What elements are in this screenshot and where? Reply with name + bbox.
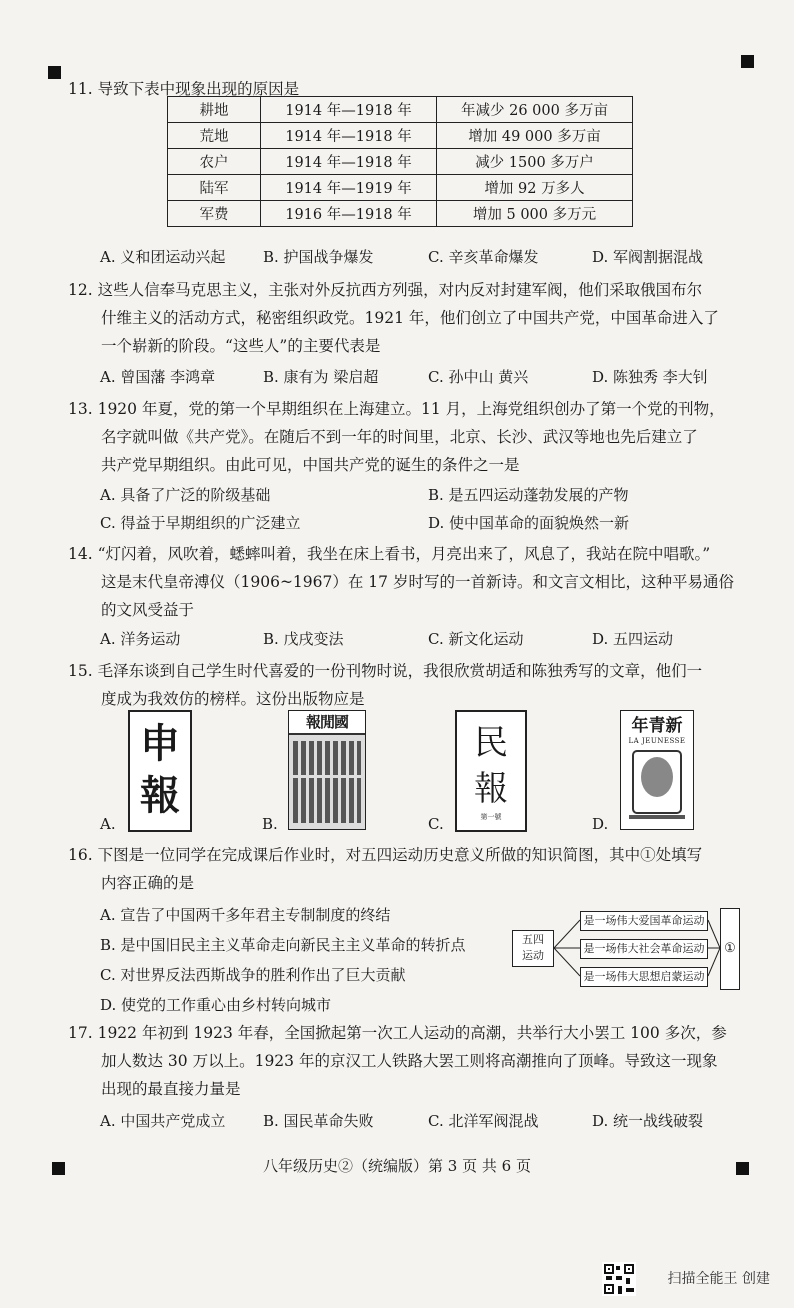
- q13-line-3: 共产党早期组织。由此可见，中国共产党的诞生的条件之一是: [101, 456, 520, 474]
- q12-option-a[interactable]: A. 曾国藩 李鸿章: [100, 368, 216, 386]
- q16-option-c[interactable]: C. 对世界反法西斯战争的胜利作出了巨大贡献: [100, 966, 406, 984]
- q15-image-guowenbao[interactable]: 報閒國: [288, 710, 366, 830]
- q14-line-2: 这是末代皇帝溥仪（1906~1967）在 17 岁时写的一首新诗。和文言文相比，这种平易通俗: [101, 573, 734, 591]
- q13-option-a[interactable]: A. 具备了广泛的阶级基础: [100, 486, 271, 504]
- diagram-root-may-fourth: 五四 运动: [512, 930, 554, 967]
- q17-line-1: 17. 1922 年初到 1923 年春，全国掀起第一次工人运动的高潮，共举行大小罢工 100 多次，参: [68, 1024, 727, 1042]
- q17-option-d[interactable]: D. 统一战线破裂: [592, 1112, 704, 1130]
- portrait-frame-icon: [621, 745, 693, 823]
- q15-image-minbao[interactable]: 民 報 第一號: [455, 710, 527, 832]
- q13-option-b[interactable]: B. 是五四运动蓬勃发展的产物: [428, 486, 629, 504]
- diagram-item-enlightenment: 是一场伟大思想启蒙运动: [580, 967, 708, 987]
- q16-option-a[interactable]: A. 宣告了中国两千多年君主专制制度的终结: [100, 906, 391, 924]
- q15-label-a[interactable]: A.: [100, 815, 116, 833]
- q14-line-3: 的文风受益于: [101, 601, 195, 619]
- q11-table: [167, 96, 633, 227]
- q17-line-2: 加人数达 30 万以上。1923 年的京汉工人铁路大罢工则将高潮推向了顶峰。导致这一现象: [101, 1052, 718, 1070]
- registration-mark-top-right: [741, 55, 754, 68]
- q12-option-b[interactable]: B. 康有为 梁启超: [263, 368, 379, 386]
- table-row: 军费 1916 年—1918 年 增加 5 000 多万元: [168, 201, 633, 227]
- q12-line-1: 12. 这些人信奉马克思主义，主张对外反抗西方列强，对内反对封建军阀，他们采取俄国布尔: [68, 281, 703, 299]
- q15-image-xinqingnian[interactable]: 年青新 LA JEUNESSE: [620, 710, 694, 830]
- registration-mark-top-left: [48, 66, 61, 79]
- q16-line-2: 内容正确的是: [101, 874, 195, 892]
- table-row: 陆军 1914 年—1919 年 增加 92 万多人: [168, 175, 633, 201]
- q12-option-c[interactable]: C. 孙中山 黄兴: [428, 368, 529, 386]
- page-footer: 八年级历史②（统编版）第 3 页 共 6 页: [263, 1157, 531, 1175]
- q15-line-1: 15. 毛泽东谈到自己学生时代喜爱的一份刊物时说，我很欣赏胡适和陈独秀写的文章，他们一: [68, 662, 703, 680]
- q12-line-3: 一个崭新的阶段。“这些人”的主要代表是: [101, 337, 381, 355]
- q14-option-a[interactable]: A. 洋务运动: [100, 630, 181, 648]
- qr-code-icon: [602, 1262, 636, 1296]
- q17-option-a[interactable]: A. 中国共产党成立: [100, 1112, 226, 1130]
- q14-line-1: 14. “灯闪着，风吹着，蟋蟀叫着，我坐在床上看书，月亮出来了，风息了，我站在院中唱歌。”: [68, 545, 711, 563]
- q16-line-1: 16. 下图是一位同学在完成课后作业时，对五四运动历史意义所做的知识简图，其中①处填写: [68, 846, 703, 864]
- newspaper-columns-icon: [289, 735, 365, 829]
- q14-option-b[interactable]: B. 戊戌变法: [263, 630, 344, 648]
- diagram-item-social: 是一场伟大社会革命运动: [580, 939, 708, 959]
- q11-option-b[interactable]: B. 护国战争爆发: [263, 248, 374, 266]
- q13-line-2: 名字就叫做《共产党》。在随后不到一年的时间里，北京、长沙、武汉等地也先后建立了: [101, 428, 698, 446]
- q11-stem: 11. 导致下表中现象出现的原因是: [68, 80, 300, 98]
- q14-option-c[interactable]: C. 新文化运动: [428, 630, 524, 648]
- q12-option-d[interactable]: D. 陈独秀 李大钊: [592, 368, 708, 386]
- table-row: 农户 1914 年—1918 年 减少 1500 多万户: [168, 149, 633, 175]
- q13-option-c[interactable]: C. 得益于早期组织的广泛建立: [100, 514, 301, 532]
- q13-option-d[interactable]: D. 使中国革命的面貌焕然一新: [428, 514, 630, 532]
- scanner-watermark: 扫描全能王 创建: [667, 1271, 770, 1287]
- diagram-blank-1: ①: [720, 908, 740, 990]
- q13-line-1: 13. 1920 年夏，党的第一个早期组织在上海建立。11 月，上海党组织创办了第一个党的刊物，: [68, 400, 725, 418]
- q16-option-d[interactable]: D. 使党的工作重心由乡村转向城市: [100, 996, 332, 1014]
- q15-label-b[interactable]: B.: [262, 815, 278, 833]
- q15-image-shenbao[interactable]: 申 報: [128, 710, 192, 832]
- q12-line-2: 什维主义的活动方式，秘密组织政党。1921 年，他们创立了中国共产党，中国革命进入了: [101, 309, 719, 327]
- q11-option-c[interactable]: C. 辛亥革命爆发: [428, 248, 539, 266]
- q15-line-2: 度成为我效仿的榜样。这份出版物应是: [101, 690, 365, 708]
- table-row: 耕地 1914 年—1918 年 年减少 26 000 多万亩: [168, 97, 633, 123]
- q16-option-b[interactable]: B. 是中国旧民主主义革命走向新民主主义革命的转折点: [100, 936, 466, 954]
- diagram-item-patriotic: 是一场伟大爱国革命运动: [580, 911, 708, 931]
- q11-option-d[interactable]: D. 军阀割据混战: [592, 248, 704, 266]
- table-row: 荒地 1914 年—1918 年 增加 49 000 多万亩: [168, 123, 633, 149]
- q15-label-c[interactable]: C.: [428, 815, 444, 833]
- q17-option-b[interactable]: B. 国民革命失败: [263, 1112, 374, 1130]
- q14-option-d[interactable]: D. 五四运动: [592, 630, 674, 648]
- q17-option-c[interactable]: C. 北洋军阀混战: [428, 1112, 539, 1130]
- q17-line-3: 出现的最直接力量是: [101, 1080, 241, 1098]
- q15-label-d[interactable]: D.: [592, 815, 609, 833]
- q11-option-a[interactable]: A. 义和团运动兴起: [100, 248, 226, 266]
